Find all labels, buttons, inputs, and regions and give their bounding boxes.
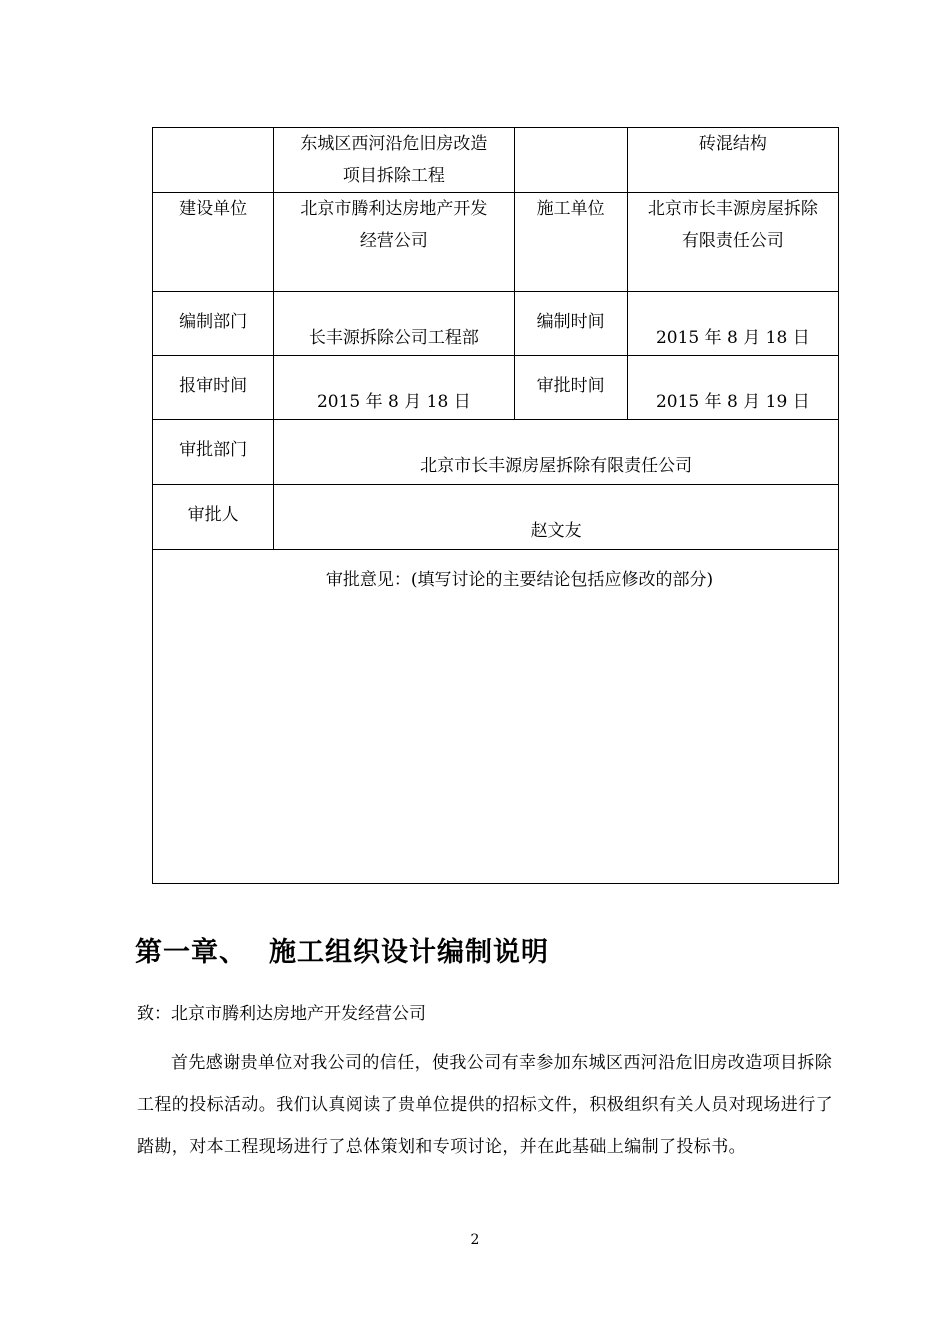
opinion-cell (153, 550, 839, 884)
approver-label: 审批人 (153, 485, 274, 550)
approve-dept-label: 审批部门 (153, 420, 274, 485)
owner-label: 建设单位 (153, 193, 274, 292)
submit-time-value: 2015 年 8 月 18 日 (274, 356, 514, 420)
table-row (153, 193, 839, 292)
dept-value: 长丰源拆除公司工程部 (274, 292, 514, 356)
table-row (153, 128, 839, 193)
table-row (153, 356, 839, 420)
contractor-value-cell (627, 193, 838, 292)
project-name-cell (274, 128, 514, 193)
empty-cell (153, 128, 274, 193)
approval-form-table (152, 127, 839, 884)
approve-time-label: 审批时间 (514, 356, 627, 420)
table-row (153, 420, 839, 485)
owner-line1: 北京市腾利达房地产开发 (300, 199, 488, 219)
contractor-label: 施工单位 (514, 193, 627, 292)
structure-value: 砖混结构 (698, 134, 767, 154)
page-number: 2 (470, 1232, 480, 1248)
structure-cell (627, 128, 838, 193)
chapter-title: 施工组织设计编制说明 (269, 937, 549, 968)
opinion-text: 审批意见：(填写讨论的主要结论包括应修改的部分) (325, 570, 714, 590)
submit-time-label: 报审时间 (153, 356, 274, 420)
empty-cell (514, 128, 627, 193)
chapter-heading (135, 930, 549, 969)
table-row (153, 292, 839, 356)
contractor-line1: 北京市长丰源房屋拆除 (647, 199, 818, 219)
owner-value-cell (274, 193, 514, 292)
table-row (153, 550, 839, 884)
letter-salutation: 致：北京市腾利达房地产开发经营公司 (137, 1004, 426, 1024)
owner-line2: 经营公司 (359, 231, 428, 251)
letter-paragraph: 首先感谢贵单位对我公司的信任，使我公司有幸参加东城区西河沿危旧房改造项目拆除工程的投标活动。我们认真阅读了贵单位提供的招标文件，积极组织有关人员对现场进行了踏勘，对本工程现场进行了总体策划和专项讨论，并在此基础上编制了投标书。 (137, 1053, 833, 1157)
dept-label: 编制部门 (153, 292, 274, 356)
approver-value: 赵文友 (274, 485, 839, 550)
table-row (153, 485, 839, 550)
project-name-line1: 东城区西河沿危旧房改造 (300, 134, 488, 154)
project-name-line2: 项目拆除工程 (342, 166, 445, 186)
compile-time-value: 2015 年 8 月 18 日 (627, 292, 838, 356)
compile-time-label: 编制时间 (514, 292, 627, 356)
approve-dept-value: 北京市长丰源房屋拆除有限责任公司 (274, 420, 839, 485)
approve-time-value: 2015 年 8 月 19 日 (627, 356, 838, 420)
chapter-number: 第一章、 (135, 937, 247, 968)
contractor-line2: 有限责任公司 (681, 231, 784, 251)
